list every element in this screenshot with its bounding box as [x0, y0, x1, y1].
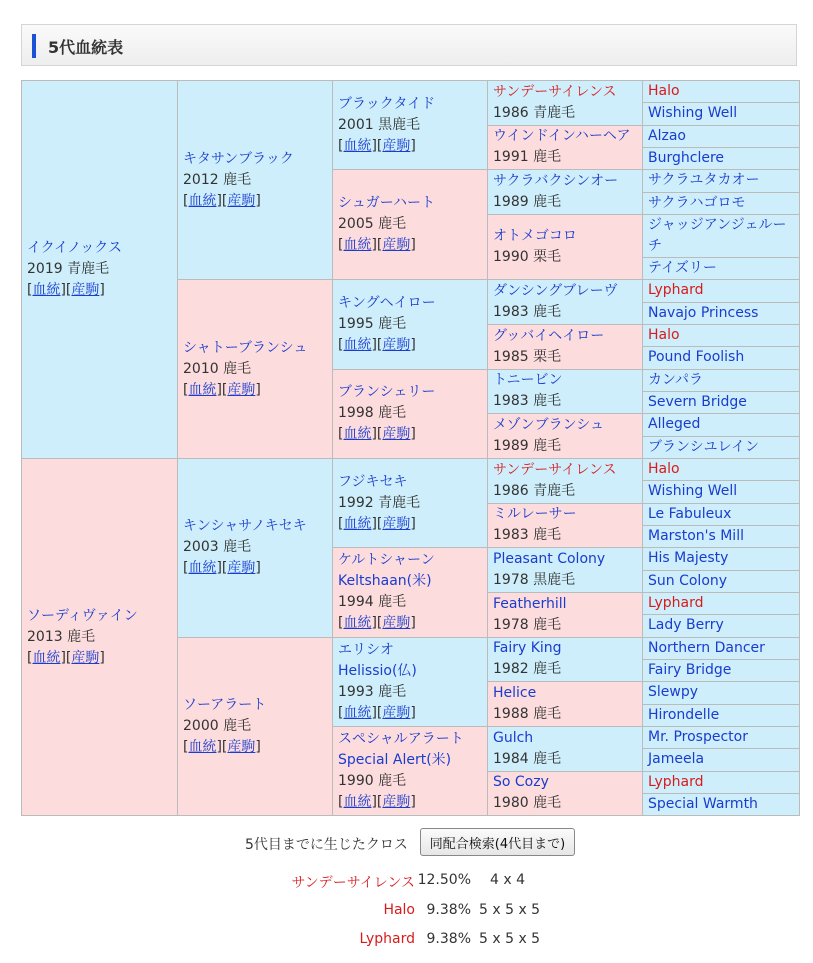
gen5-horse-cell [643, 682, 800, 704]
horse-name-link[interactable]: Wishing Well [648, 105, 738, 122]
gen5-horse-cell [643, 324, 800, 346]
horse-name-link[interactable]: Sun Colony [648, 572, 728, 589]
horse-name-link[interactable]: Gulch [493, 729, 534, 746]
gen5-horse-cell [643, 214, 800, 257]
horse-name-link[interactable]: Mr. Prospector [648, 729, 748, 746]
pedigree-links: [血統][産駒] [338, 237, 416, 254]
horse-name-link[interactable]: ミルレーサー [493, 506, 577, 523]
horse-name-link[interactable]: Fairy King [493, 640, 562, 657]
pedigree-link[interactable]: 血統 [343, 426, 372, 443]
cross-pattern: 4 x 4 [490, 872, 525, 888]
offspring-link[interactable]: 産駒 [382, 237, 411, 254]
gen4-horse-cell [488, 592, 643, 637]
pedigree-link[interactable]: 血統 [343, 615, 372, 632]
horse-info: 1986 青鹿毛 [493, 104, 576, 121]
horse-info: 2000 鹿毛 [183, 717, 252, 734]
gen5-horse-cell [643, 771, 800, 793]
gen4-horse-cell [488, 280, 643, 325]
horse-info: 1988 鹿毛 [493, 706, 562, 723]
horse-info: 2012 鹿毛 [183, 171, 252, 188]
gen4-horse-cell [488, 771, 643, 816]
gen3-horse-cell [333, 369, 488, 458]
horse-name-link[interactable]: Halo [648, 327, 680, 344]
gen5-horse-cell [643, 103, 800, 125]
gen4-horse-cell [488, 503, 643, 548]
offspring-link[interactable]: 産駒 [227, 738, 256, 755]
offspring-link[interactable]: 産駒 [227, 560, 256, 577]
horse-info: 1993 鹿毛 [338, 683, 407, 700]
gen5-horse-cell [643, 615, 800, 637]
horse-info: 1989 鹿毛 [493, 194, 562, 211]
cross-percentage: 9.38% [426, 902, 471, 918]
horse-name-link[interactable]: キタサンブラック [183, 150, 294, 167]
horse-name-link[interactable]: ウインドインハーヘア [493, 128, 631, 145]
horse-name-link[interactable]: Wishing Well [648, 483, 738, 500]
horse-name-link[interactable]: Halo [648, 461, 680, 478]
pedigree-links: [血統][産駒] [338, 794, 416, 811]
horse-info: 1992 青鹿毛 [338, 494, 421, 511]
horse-name-link[interactable]: シュガーハート [338, 195, 436, 212]
gen5-horse-cell [643, 726, 800, 748]
gen3-horse-cell [333, 637, 488, 726]
horse-name-link[interactable]: Navajo Princess [648, 304, 759, 321]
gen2-horse-cell [178, 280, 333, 459]
horse-name-link[interactable]: Le Fabuleux [648, 505, 732, 522]
horse-name-link[interactable]: Lyphard [648, 282, 704, 299]
horse-info: 1990 栗毛 [493, 249, 562, 266]
horse-foreign-name-link[interactable]: Helissio(仏) [338, 662, 417, 679]
cross-item [0, 902, 813, 922]
horse-name-link[interactable]: ソーアラート [183, 696, 267, 713]
horse-info: 1994 鹿毛 [338, 594, 407, 611]
pedigree-links: [血統][産駒] [183, 381, 261, 398]
horse-name-link[interactable]: Lyphard [648, 773, 704, 790]
header-accent-bar [32, 34, 36, 58]
offspring-link[interactable]: 産駒 [71, 649, 100, 666]
pedigree-table [21, 80, 800, 816]
horse-name-link[interactable]: スペシャルアラート [338, 731, 464, 748]
gen4-horse-cell [488, 324, 643, 369]
gen5-horse-cell [643, 347, 800, 369]
horse-name-link[interactable]: Halo [648, 83, 680, 100]
pedigree-links: [血統][産駒] [183, 192, 261, 209]
cross-percentage: 12.50% [417, 872, 471, 888]
horse-info: 2001 黒鹿毛 [338, 116, 421, 133]
horse-name-link[interactable]: Featherhill [493, 595, 567, 612]
horse-foreign-name-link[interactable]: Special Alert(米) [338, 752, 452, 769]
horse-name-link[interactable]: ダンシングブレーヴ [493, 283, 618, 300]
horse-name-link[interactable]: Slewpy [648, 684, 699, 701]
horse-name-link[interactable]: イクイノックス [27, 239, 123, 256]
gen4-horse-cell [488, 414, 643, 459]
horse-name-link[interactable]: Pleasant Colony [493, 551, 606, 568]
gen5-horse-cell [643, 436, 800, 458]
cross-header-row [0, 828, 813, 856]
cross-label: 5代目までに生じたクロス [245, 837, 408, 853]
offspring-link[interactable]: 産駒 [227, 381, 256, 398]
horse-info: 1978 黒鹿毛 [493, 572, 576, 589]
gen5-horse-cell [643, 125, 800, 147]
gen4-horse-cell [488, 548, 643, 593]
pedigree-link[interactable]: 血統 [343, 515, 372, 532]
horse-info: 2010 鹿毛 [183, 360, 252, 377]
pedigree-links: [血統][産駒] [338, 426, 416, 443]
gen3-horse-cell [333, 548, 488, 637]
cross-item [0, 931, 813, 951]
horse-name-link[interactable]: ブラックタイド [338, 95, 436, 112]
pedigree-link[interactable]: 血統 [188, 381, 217, 398]
gen5-horse-cell [643, 659, 800, 681]
cross-pattern: 5 x 5 x 5 [479, 902, 541, 918]
offspring-link[interactable]: 産駒 [382, 704, 411, 721]
horse-info: 2005 鹿毛 [338, 216, 407, 233]
offspring-link[interactable]: 産駒 [382, 426, 411, 443]
gen5-horse-cell [643, 793, 800, 815]
gen4-horse-cell [488, 170, 643, 215]
horse-name-link[interactable]: Alzao [648, 127, 686, 144]
gen2-horse-cell [178, 637, 333, 816]
pedigree-link[interactable]: 血統 [343, 704, 372, 721]
horse-info: 2003 鹿毛 [183, 539, 252, 556]
pedigree-links: [血統][産駒] [27, 649, 105, 666]
cross-item [0, 872, 813, 892]
gen5-horse-cell [643, 414, 800, 436]
pedigree-links: [血統][産駒] [338, 615, 416, 632]
horse-info: 2013 鹿毛 [27, 628, 96, 645]
horse-name-link[interactable]: ブランシユレイン [648, 438, 759, 455]
horse-name-link[interactable]: シャトーブランシュ [183, 339, 308, 356]
gen3-horse-cell [333, 280, 488, 369]
horse-name-link[interactable]: Severn Bridge [648, 394, 747, 411]
pedigree-link[interactable]: 血統 [188, 560, 217, 577]
gen3-horse-cell [333, 170, 488, 280]
gen3-horse-cell [333, 726, 488, 815]
horse-name-link[interactable]: Marston's Mill [648, 528, 744, 545]
gen5-horse-cell [643, 81, 800, 103]
horse-info: 1983 鹿毛 [493, 304, 562, 321]
gen5-horse-cell [643, 548, 800, 570]
horse-name-link[interactable]: Helice [493, 685, 537, 702]
pedigree-row [22, 81, 800, 103]
pedigree-link[interactable]: 血統 [188, 738, 217, 755]
pedigree-links: [血統][産駒] [338, 336, 416, 353]
pedigree-links: [血統][産駒] [27, 281, 105, 298]
cross-percentage: 9.38% [426, 931, 471, 947]
gen5-horse-cell [643, 302, 800, 324]
horse-name-link[interactable]: テイズリー [648, 260, 717, 277]
pedigree-links: [血統][産駒] [183, 738, 261, 755]
pedigree-link[interactable]: 血統 [32, 649, 61, 666]
gen4-horse-cell [488, 369, 643, 414]
gen4-horse-cell [488, 637, 643, 682]
horse-info: 1991 鹿毛 [493, 149, 562, 166]
gen4-horse-cell [488, 214, 643, 279]
pedigree-links: [血統][産駒] [338, 515, 416, 532]
same-mating-search-button[interactable]: 同配合検索(4代目まで) [420, 828, 575, 856]
gen4-horse-cell [488, 81, 643, 126]
horse-name-link[interactable]: Jameela [648, 751, 705, 768]
horse-name-link[interactable]: Burghclere [648, 150, 725, 167]
gen4-horse-cell [488, 726, 643, 771]
horse-info: 1990 鹿毛 [338, 773, 407, 790]
horse-name-link[interactable]: サクラユタカオー [648, 172, 760, 189]
horse-info: 1978 鹿毛 [493, 616, 562, 633]
horse-foreign-name-link[interactable]: Keltshaan(米) [338, 573, 432, 590]
gen5-horse-cell [643, 170, 800, 192]
offspring-link[interactable]: 産駒 [382, 137, 411, 154]
horse-name-link[interactable]: Pound Foolish [648, 349, 745, 366]
gen5-horse-cell [643, 704, 800, 726]
horse-name-link[interactable]: キングヘイロー [338, 294, 436, 311]
pedigree-link[interactable]: 血統 [32, 281, 61, 298]
pedigree-links: [血統][産駒] [183, 560, 261, 577]
gen5-horse-cell [643, 458, 800, 480]
horse-name-link[interactable]: サンデーサイレンス [493, 83, 617, 100]
gen5-horse-cell [643, 391, 800, 413]
gen4-horse-cell [488, 682, 643, 727]
gen3-horse-cell [333, 81, 488, 170]
gen5-horse-cell [643, 192, 800, 214]
gen5-horse-cell [643, 147, 800, 169]
horse-name-link[interactable]: Alleged [648, 416, 701, 433]
gen5-horse-cell [643, 481, 800, 503]
pedigree-link[interactable]: 血統 [343, 137, 372, 154]
horse-name-link[interactable]: Northern Dancer [648, 639, 765, 656]
gen2-horse-cell [178, 458, 333, 637]
horse-name-link[interactable]: Fairy Bridge [648, 662, 732, 679]
gen4-horse-cell [488, 458, 643, 503]
horse-name-link[interactable]: So Cozy [493, 774, 549, 791]
gen5-horse-cell [643, 369, 800, 391]
cross-horse-link[interactable]: Lyphard [359, 931, 415, 947]
horse-info: 1995 鹿毛 [338, 315, 407, 332]
offspring-link[interactable]: 産駒 [382, 515, 411, 532]
gen5-horse-cell [643, 503, 800, 525]
gen3-horse-cell [333, 458, 488, 547]
horse-name-link[interactable]: ブランシェリー [338, 384, 436, 401]
horse-info: 1986 青鹿毛 [493, 482, 576, 499]
horse-name-link[interactable]: Lyphard [648, 595, 704, 612]
horse-name-link[interactable]: フジキセキ [338, 473, 408, 490]
horse-name-link[interactable]: メゾンブランシュ [493, 417, 604, 434]
pedigree-links: [血統][産駒] [338, 137, 416, 154]
horse-name-link[interactable]: オトメゴコロ [493, 228, 577, 245]
horse-info: 1998 鹿毛 [338, 405, 407, 422]
horse-name-link[interactable]: グッバイヘイロー [493, 327, 605, 344]
horse-name-link[interactable]: His Majesty [648, 550, 729, 567]
horse-name-link[interactable]: サンデーサイレンス [493, 461, 617, 478]
offspring-link[interactable]: 産駒 [71, 281, 100, 298]
gen2-horse-cell [178, 81, 333, 280]
gen5-horse-cell [643, 749, 800, 771]
pedigree-link[interactable]: 血統 [343, 794, 372, 811]
horse-info: 2019 青鹿毛 [27, 260, 110, 277]
pedigree-link[interactable]: 血統 [343, 237, 372, 254]
horse-name-link[interactable]: キンシャサノキセキ [183, 518, 307, 535]
horse-info: 1983 鹿毛 [493, 527, 562, 544]
horse-info: 1982 鹿毛 [493, 661, 562, 678]
gen5-horse-cell [643, 525, 800, 547]
horse-name-link[interactable]: ジャッジアンジェルーチ [648, 216, 787, 254]
horse-name-link[interactable]: サクラバクシンオー [493, 173, 619, 190]
horse-name-link[interactable]: カンパラ [648, 371, 704, 388]
pedigree-links: [血統][産駒] [338, 704, 416, 721]
cross-pattern: 5 x 5 x 5 [479, 931, 541, 947]
section-header [21, 24, 797, 66]
page-title: 5代血統表 [48, 38, 124, 57]
gen4-horse-cell [488, 125, 643, 170]
gen5-horse-cell [643, 280, 800, 302]
gen5-horse-cell [643, 637, 800, 659]
horse-info: 1984 鹿毛 [493, 750, 562, 767]
cross-horse-link[interactable]: Halo [383, 902, 415, 918]
horse-name-link[interactable]: トニービン [493, 372, 563, 389]
horse-name-link[interactable]: Special Warmth [648, 796, 758, 812]
gen5-horse-cell [643, 592, 800, 614]
horse-info: 1989 鹿毛 [493, 438, 562, 455]
horse-name-link[interactable]: エリシオ [338, 641, 394, 658]
gen1-horse-cell [22, 81, 178, 459]
horse-info: 1985 栗毛 [493, 348, 562, 365]
horse-name-link[interactable]: ケルトシャーン [338, 552, 435, 569]
horse-name-link[interactable]: Hirondelle [648, 706, 720, 723]
horse-name-link[interactable]: Lady Berry [648, 617, 724, 634]
pedigree-row [22, 458, 800, 480]
gen5-horse-cell [643, 570, 800, 592]
offspring-link[interactable]: 産駒 [382, 336, 411, 353]
horse-name-link[interactable]: ソーディヴァイン [27, 607, 138, 624]
pedigree-link[interactable]: 血統 [188, 192, 217, 209]
offspring-link[interactable]: 産駒 [382, 794, 411, 811]
offspring-link[interactable]: 産駒 [382, 615, 411, 632]
horse-name-link[interactable]: サクラハゴロモ [648, 194, 746, 211]
horse-info: 1980 鹿毛 [493, 795, 562, 812]
gen5-horse-cell [643, 257, 800, 279]
offspring-link[interactable]: 産駒 [227, 192, 256, 209]
cross-horse-link[interactable]: サンデーサイレンス [291, 875, 415, 891]
horse-info: 1983 鹿毛 [493, 393, 562, 410]
pedigree-link[interactable]: 血統 [343, 336, 372, 353]
gen1-horse-cell [22, 458, 178, 815]
